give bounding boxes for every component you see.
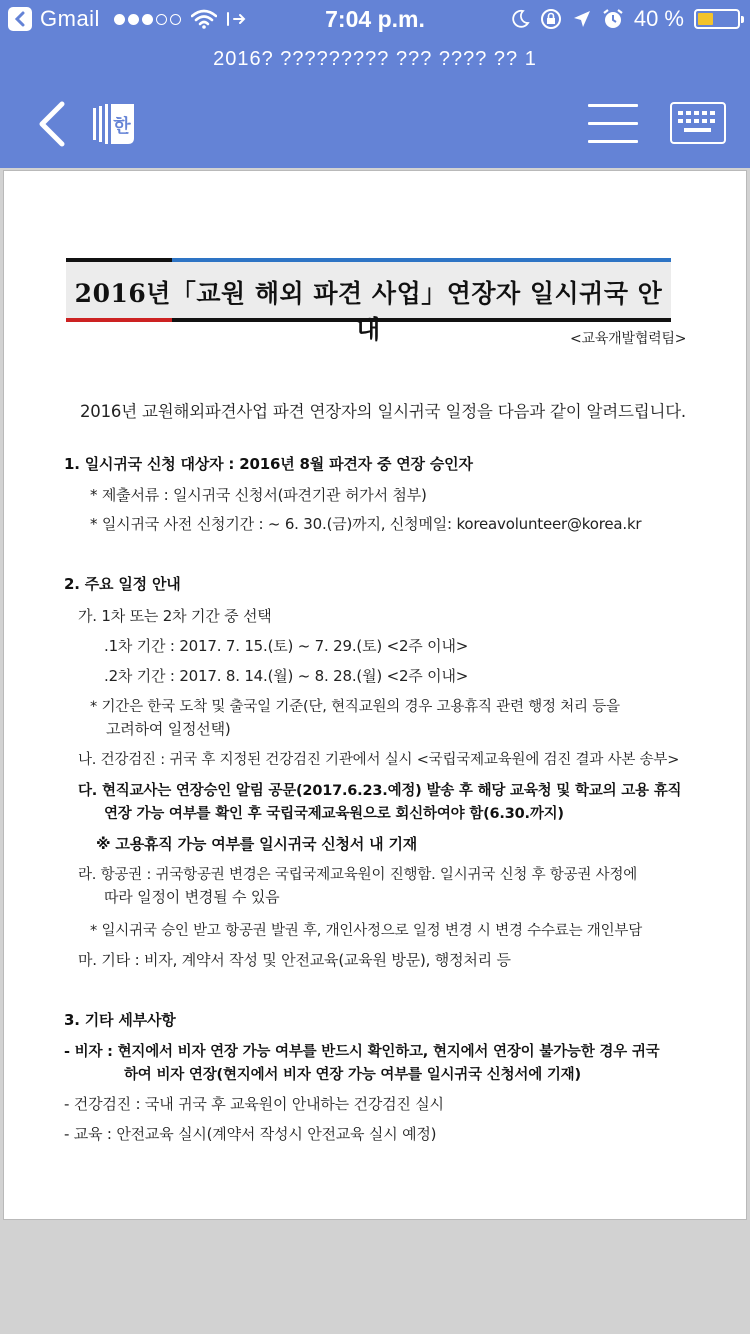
back-to-app-label[interactable]: Gmail <box>40 6 100 31</box>
hancom-viewer-logo-icon[interactable] <box>92 102 138 146</box>
app-header <box>0 0 750 168</box>
section-2-ra-note: * 일시귀국 승인 받고 항공권 발권 후, 개인사정으로 일정 변경 시 변경 수수료는 개인부담 <box>90 923 643 939</box>
battery-tip <box>741 16 744 23</box>
rotation-lock-icon <box>540 8 562 30</box>
section-3-heading: 3. 기타 세부사항 <box>64 1011 176 1029</box>
status-bar <box>0 0 750 40</box>
battery-percent: 40 % <box>633 6 684 31</box>
section-2-period-2: .2차 기간 : 2017. 8. 14.(월) ~ 8. 28.(월) <2주 이내> <box>104 667 469 685</box>
back-chevron-icon[interactable] <box>36 100 68 148</box>
document-heading: 2016년「교원 해외 파견 사업」연장자 일시귀국 안내 <box>74 279 663 344</box>
section-2-da: 연장 가능 여부를 확인 후 국립국제교육원으로 회신하여야 함(6.30.까지) <box>104 806 564 822</box>
alarm-icon <box>602 8 624 30</box>
section-2-period-1: .1차 기간 : 2017. 7. 15.(토) ~ 7. 29.(토) <2주 이내> <box>104 637 469 655</box>
status-right <box>510 6 740 32</box>
section-2-heading: 2. 주요 일정 안내 <box>64 575 181 593</box>
svg-text:한: 한 <box>113 116 131 137</box>
keyboard-icon[interactable] <box>670 102 726 144</box>
section-2-da-note: ※ 고용휴직 가능 여부를 일시귀국 신청서 내 기재 <box>96 835 418 853</box>
section-2-ra: 라. 항공권 : 귀국항공권 변경은 국립국제교육원이 진행함. 일시귀국 신청 후 항공권 사정에 <box>78 867 638 883</box>
section-3-visa: 하여 비자 연장(현지에서 비자 연장 가능 여부를 일시귀국 신청서에 기재) <box>124 1067 581 1083</box>
team-label: <교육개발협력팀> <box>570 331 687 347</box>
document-title-header: 2016? ????????? ??? ???? ?? 1 <box>213 48 537 70</box>
battery-fill <box>698 13 713 25</box>
moon-icon <box>510 9 530 29</box>
section-2-note: 고려하여 일정선택) <box>106 720 231 738</box>
section-3-visa: - 비자 : 현지에서 비자 연장 가능 여부를 반드시 확인하고, 현지에서 연장이 불가능한 경우 귀국 <box>64 1044 660 1060</box>
section-1-heading: 1. 일시귀국 신청 대상자 : 2016년 8월 파견자 중 연장 승인자 <box>64 455 473 473</box>
status-time: 7:04 p.m. <box>325 6 425 32</box>
menu-icon[interactable] <box>588 104 640 144</box>
section-2-note: * 기간은 한국 도착 및 출국일 기준(단, 현직교원의 경우 고용휴직 관련 행정 처리 등을 <box>90 699 620 715</box>
section-1-item: * 일시귀국 사전 신청기간 : ~ 6. 30.(금)까지, 신청메일: koreavolunteer@korea.kr <box>90 515 642 533</box>
section-2-ma: 마. 기타 : 비자, 계약서 작성 및 안전교육(교육원 방문), 행정처리 등 <box>78 951 511 969</box>
location-arrow-icon <box>572 9 592 29</box>
section-2-ra: 따라 일정이 변경될 수 있음 <box>104 888 280 906</box>
section-1-item: * 제출서류 : 일시귀국 신청서(파견기관 허가서 첨부) <box>90 486 427 504</box>
section-2-ga: 가. 1차 또는 2차 기간 중 선택 <box>78 607 272 625</box>
section-2-na: 나. 건강검진 : 귀국 후 지정된 건강검진 기관에서 실시 <국립국제교육원에 검진 결과 사본 송부> <box>78 752 680 768</box>
section-3-health: - 건강검진 : 국내 귀국 후 교육원이 안내하는 건강검진 실시 <box>64 1095 444 1113</box>
section-3-education: - 교육 : 안전교육 실시(계약서 작성시 안전교육 실시 예정) <box>64 1125 437 1143</box>
battery-icon <box>694 9 740 29</box>
section-2-da: 다. 현직교사는 연장승인 알림 공문(2017.6.23.예정) 발송 후 해당 교육청 및 학교의 고용 휴직 <box>78 783 682 799</box>
intro-text: 2016년 교원해외파견사업 파견 연장자의 일시귀국 일정을 다음과 같이 알려드립니다. <box>80 402 686 421</box>
